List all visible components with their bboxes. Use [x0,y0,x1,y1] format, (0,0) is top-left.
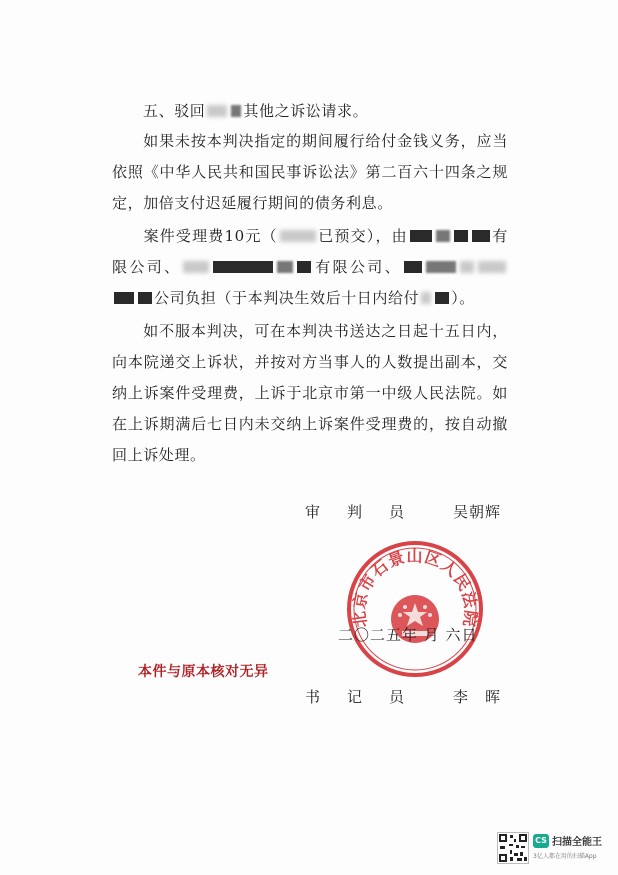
fee-text-5: 公司负担（于本判决生效后十日内给付 [154,289,420,307]
role-char: 审 [305,503,322,521]
paragraph-interest [112,126,508,219]
redaction [183,261,209,273]
redaction [114,292,134,304]
judge-signature [305,501,555,525]
scanner-title: 扫描全能王 [552,837,602,848]
role-char: 记 [346,688,363,706]
fee-text-6: ）。 [451,289,475,307]
paragraph-appeal [112,316,508,471]
redaction [280,230,316,242]
redaction [478,261,506,273]
fee-text-1: 案件受理费10元（ [143,227,278,245]
redaction [426,261,456,273]
qr-code-icon [497,832,529,864]
redaction [404,261,422,273]
seal-text: 北京市石景山区人民法院 [349,546,481,629]
redaction [436,230,450,242]
redaction [460,261,474,273]
dismiss-prefix: 五、驳回 [143,102,206,120]
fee-text-2: 已预交），由 [317,227,408,245]
interest-text: 如果未按本判决指定的期间履行给付金钱义务，应当依照《中华人民共和国民事诉讼法》第二百六十四条之规定，加倍支付迟延履行期间的债务利息。 [112,132,508,212]
copy-verification-stamp: 本件与原本核对无异 [138,664,269,680]
redaction [472,230,490,242]
redaction [213,261,273,273]
clerk-name: 李 晖 [453,688,502,706]
role-char: 书 [305,688,322,706]
appeal-text: 如不服本判决，可在本判决书送达之日起十五日内，向本院递交上诉状，并按对方当事人的人数提出副本，交纳上诉案件受理费，上诉于北京市第一中级人民法院。如在上诉期满后七日内未交纳上诉案件受理费的，按自动撤回上诉处理。 [112,322,508,464]
judge-name: 吴朝辉 [453,503,502,521]
clerk-signature [305,686,555,710]
fee-text-4: 有限公司、 [313,258,402,276]
clerk-role [305,686,405,707]
role-char: 员 [388,688,405,706]
scanner-watermark [497,832,609,864]
redaction [277,261,293,273]
court-seal [345,539,485,679]
redaction [421,292,431,304]
redaction [410,230,432,242]
role-char: 判 [346,503,363,521]
redaction [138,292,152,304]
judge-role [305,501,405,522]
paragraph-fees [112,221,508,314]
redaction [435,292,449,304]
redaction [207,105,227,117]
redaction [231,105,241,117]
judgment-date: 二〇二五年 月 六日 [338,626,478,644]
fee-text-3: 有限公司、 [112,227,508,276]
scanner-subtitle: 3亿人都在用的扫描App [533,853,597,860]
camscanner-logo-icon: CS [533,834,549,848]
paragraph-dismiss-claims [112,96,508,127]
dismiss-suffix: 其他之诉讼请求。 [243,102,369,120]
redaction [454,230,468,242]
redaction [297,261,311,273]
role-char: 员 [388,503,405,521]
